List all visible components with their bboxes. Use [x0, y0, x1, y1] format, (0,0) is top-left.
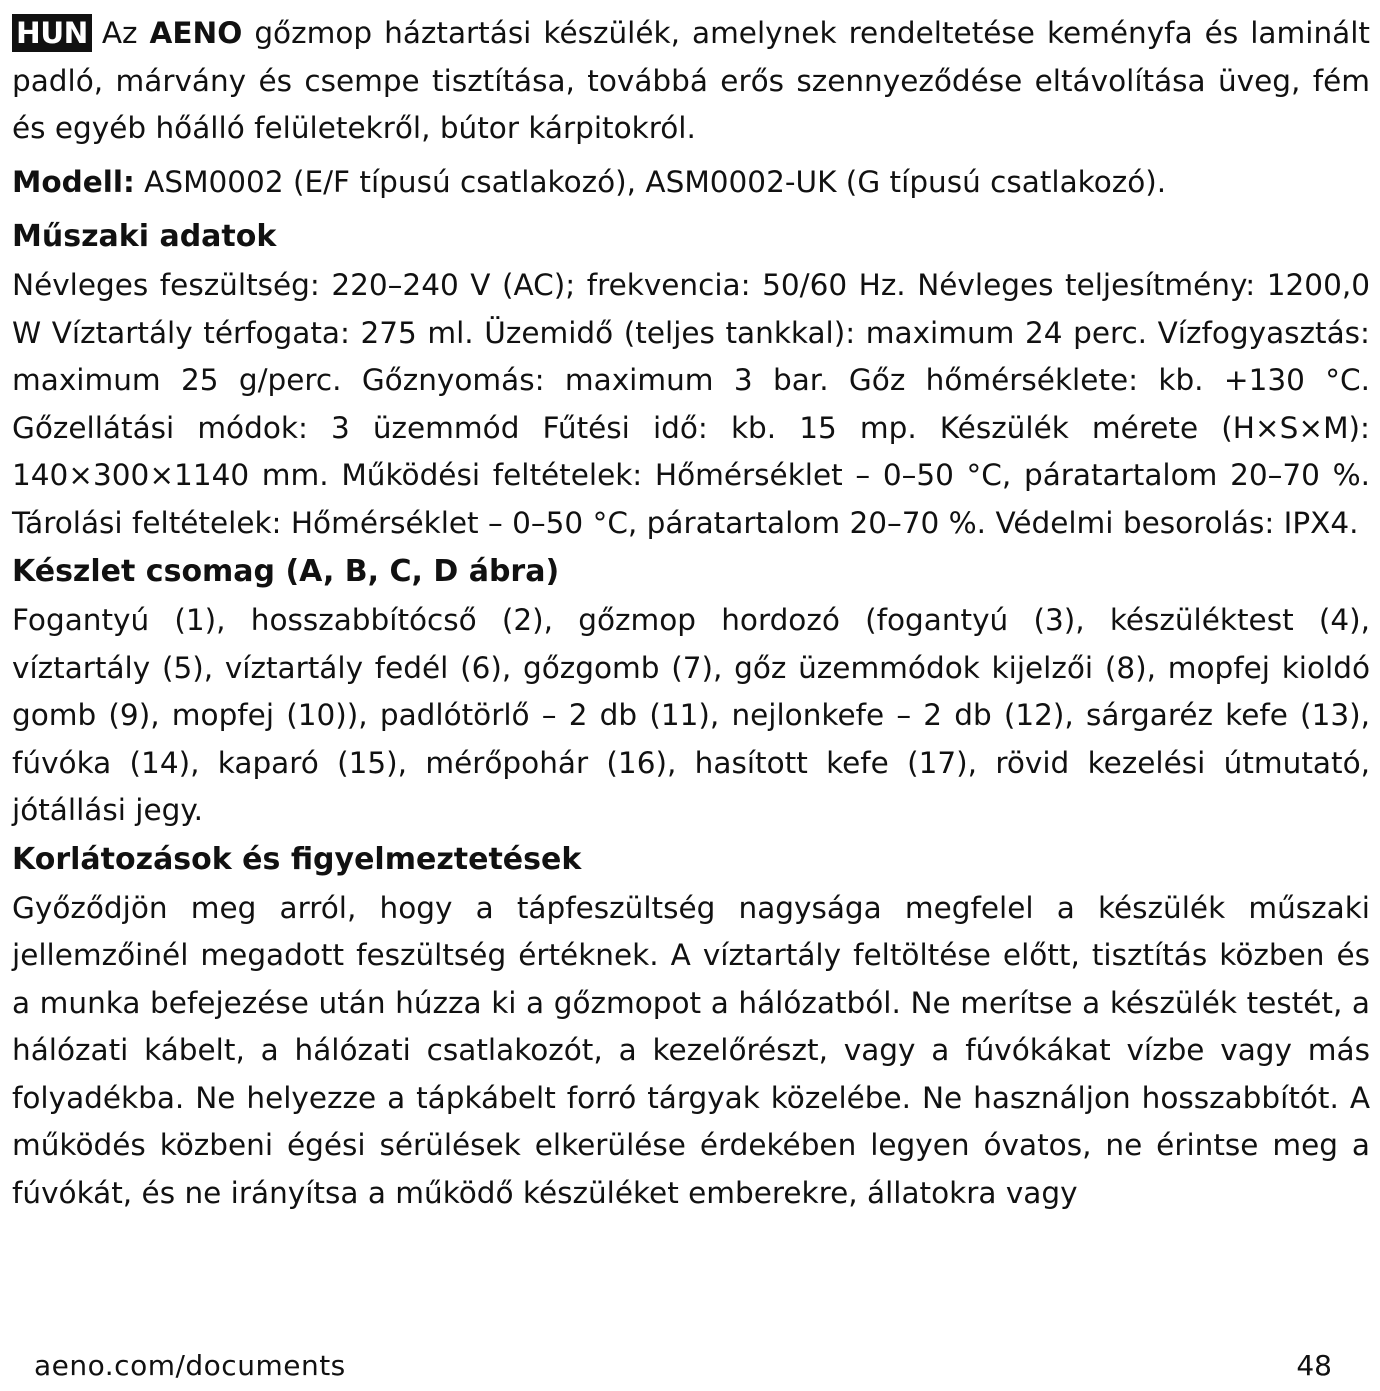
footer-url: aeno.com/documents	[34, 1349, 346, 1382]
intro-text-after: gőzmop háztartási készülék, amelynek rendeltetése keményfa és laminált padló, márvány és csempe tisztítása, továbbá erős szennyeződése eltávolítása üveg, fém és egyéb hőálló felületekről, bútor kárpitokról.	[12, 16, 1370, 145]
page-number: 48	[1296, 1349, 1332, 1382]
section-heading-warnings: Korlátozások és figyelmeztetések	[12, 841, 582, 877]
intro-paragraph	[12, 10, 1370, 153]
model-text: ASM0002 (E/F típusú csatlakozó), ASM0002-UK (G típusú csatlakozó).	[134, 164, 1167, 199]
section-heading-package: Készlet csomag (A, B, C, D ábra)	[12, 554, 560, 589]
intro-text-before: Az	[101, 16, 150, 50]
brand-name: AENO	[149, 16, 243, 50]
language-badge: HUN	[12, 14, 92, 52]
section-body-package: Fogantyú (1), hosszabbítócső (2), gőzmop hordozó (fogantyú (3), készüléktest (4), víztartály (5), víztartály fedél (6), gőzgomb (7), gőz üzemmódok kijelzői (8), mopfej kioldó gomb (9), mopfej (10)), padlótörlő – 2 db (11), nejlonkefe – 2 db (12), sárgaréz kefe (13), fúvóka (14), kaparó (15), mérőpohár (16), hasított kefe (17), rövid kezelési útmutató, jótállási jegy.	[12, 603, 1370, 827]
section-body-specs: Névleges feszültség: 220–240 V (AC); frekvencia: 50/60 Hz. Névleges teljesítmény: 1200,0 W Víztartály térfogata: 275 ml. Üzemidő (teljes tankkal): maximum 24 perc. Vízfogyasztás: maximum 25 g/perc. Gőznyomás: maximum 3 bar. Gőz hőmérséklete: kb. +130 °C. Gőzellátási módok: 3 üzemmód Fűtési idő: kb. 15 mp. Készülék mérete (H×S×M): 140×300×1140 mm. Működési feltételek: Hőmérséklet – 0–50 °C, páratartalom 20–70 %. Tárolási feltételek: Hőmérséklet – 0–50 °C, páratartalom 20–70 %. Védelmi besorolás: IPX4.	[12, 268, 1370, 540]
section-body-warnings: Győződjön meg arról, hogy a tápfeszültség nagysága megfelel a készülék műszaki jellemzőinél megadott feszültség értéknek. A víztartály feltöltése előtt, tisztítás közben és a munka befejezése után húzza ki a gőzmopot a hálózatból. Ne merítse a készülék testét, a hálózati kábelt, a hálózati csatlakozót, a kezelőrészt, vagy a fúvókákat vízbe vagy más folyadékba. Ne helyezze a tápkábelt forró tárgyak közelébe. Ne használjon hosszabbítót. A működés közbeni égési sérülések elkerülése érdekében legyen óvatos, ne érintse meg a fúvókát, és ne irányítsa a működő készüléket emberekre, állatokra vagy	[12, 890, 1370, 1210]
document-page	[12, 10, 1370, 1217]
model-paragraph	[12, 159, 1370, 207]
section-heading-specs: Műszaki adatok	[12, 219, 277, 254]
page-footer	[34, 1346, 1332, 1386]
model-label: Modell:	[12, 164, 135, 199]
